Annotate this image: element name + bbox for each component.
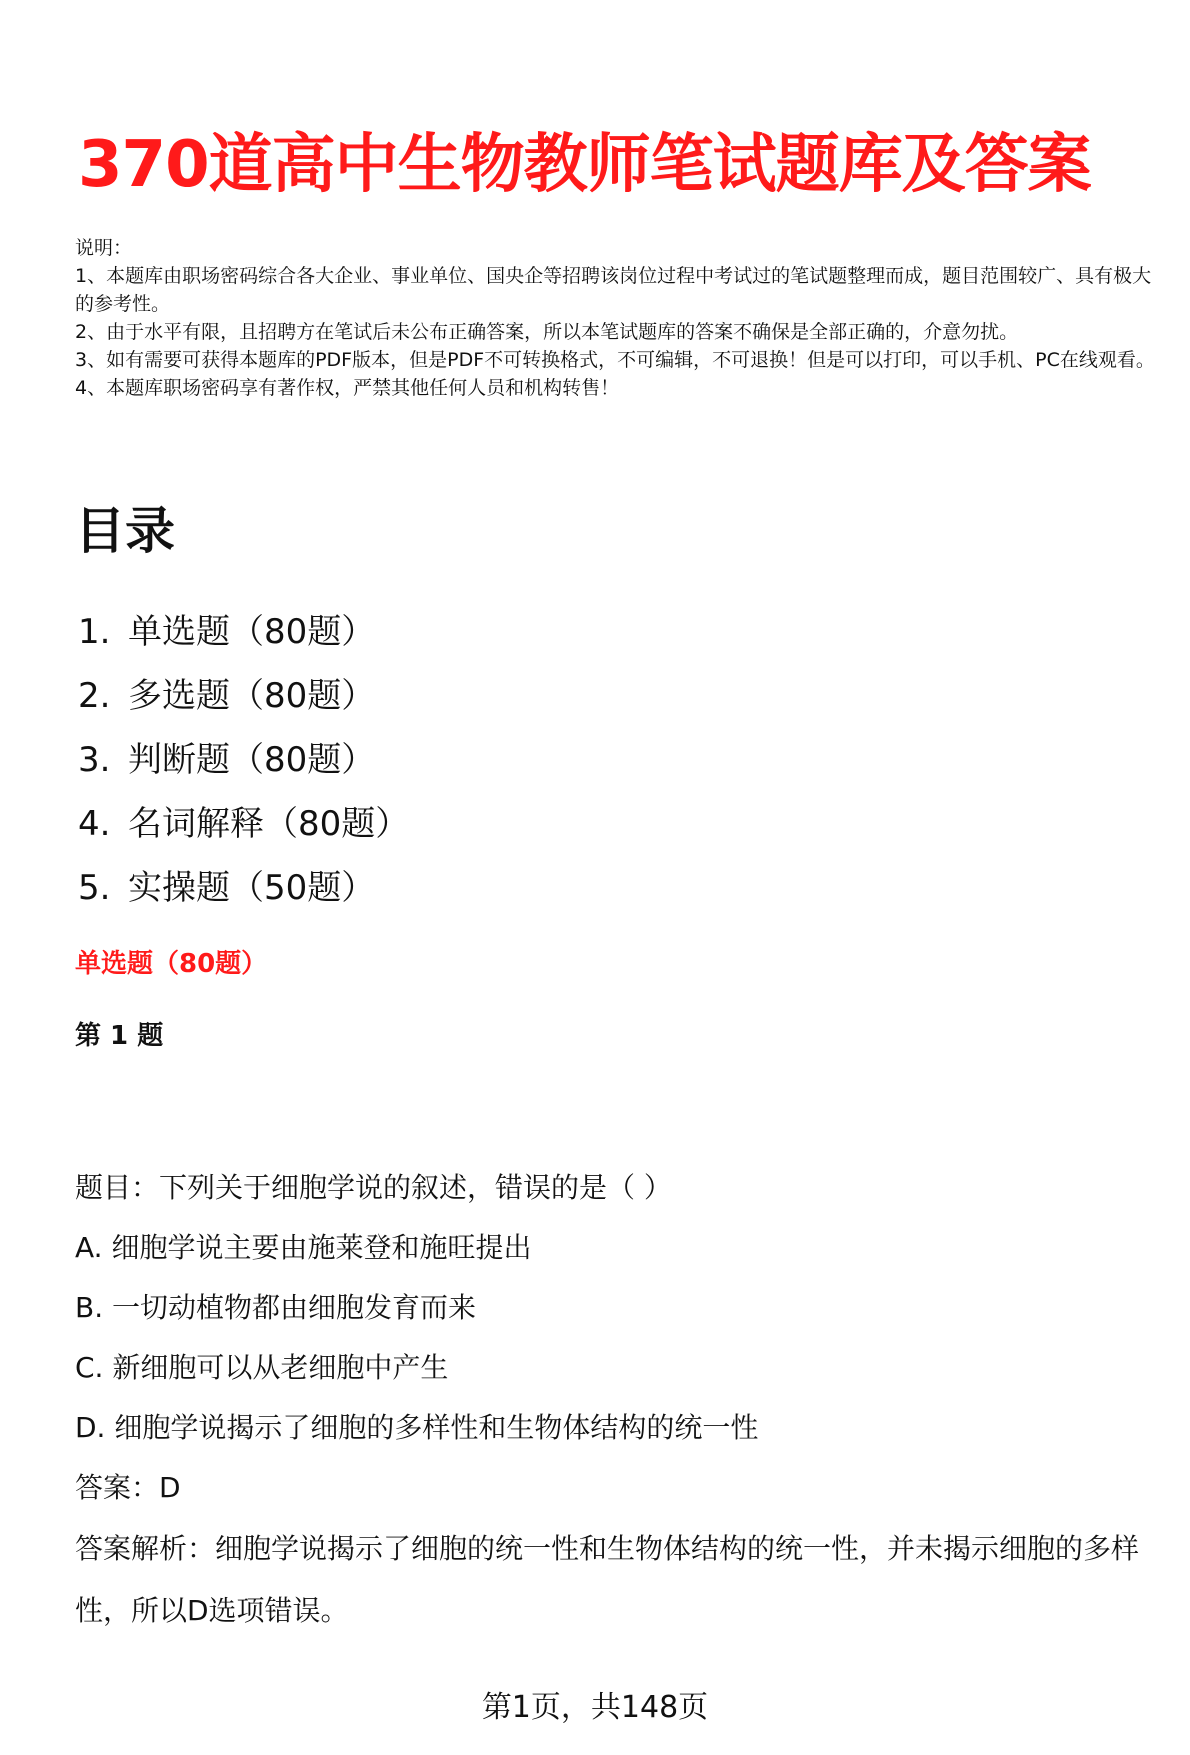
toc-item-label: 多选题（80题）: [128, 676, 376, 716]
notes-item: 3、如有需要可获得本题库的PDF版本，但是PDF不可转换格式，不可编辑，不可退换！但是可以打印，可以手机、PC在线观看。: [75, 349, 1155, 371]
toc-item-practical[interactable]: [78, 856, 778, 920]
document-title: 370道高中生物教师笔试题库及答案: [78, 128, 1091, 202]
table-of-contents: [78, 600, 778, 920]
question-block: [75, 1158, 1165, 1642]
notes-block: [75, 234, 1165, 402]
toc-item-number: 3.: [78, 740, 111, 780]
option-a: A. 细胞学说主要由施莱登和施旺提出: [75, 1231, 532, 1264]
toc-item-label: 判断题（80题）: [128, 740, 376, 780]
toc-item-label: 名词解释（80题）: [128, 804, 410, 844]
answer-explanation: 答案解析：细胞学说揭示了细胞的统一性和生物体结构的统一性，并未揭示细胞的多样性，所以D选项错误。: [75, 1532, 1140, 1627]
toc-item-number: 5.: [78, 868, 111, 908]
toc-item-number: 4.: [78, 804, 111, 844]
toc-item-multiple-choice[interactable]: [78, 664, 778, 728]
page-footer: 第1页，共148页: [481, 1690, 709, 1725]
notes-item: 1、本题库由职场密码综合各大企业、事业单位、国央企等招聘该岗位过程中考试过的笔试题整理而成，题目范围较广、具有极大的参考性。: [75, 265, 1152, 315]
notes-item: 2、由于水平有限，且招聘方在笔试后未公布正确答案，所以本笔试题库的答案不确保是全部正确的，介意勿扰。: [75, 321, 1019, 343]
question-number: 第 1 题: [75, 1021, 164, 1051]
section-heading: 单选题（80题）: [75, 949, 268, 979]
toc-item-number: 2.: [78, 676, 111, 716]
toc-item-term-explanation[interactable]: [78, 792, 778, 856]
notes-item: 4、本题库职场密码享有著作权，严禁其他任何人员和机构转售！: [75, 377, 620, 399]
toc-item-true-false[interactable]: [78, 728, 778, 792]
toc-item-label: 单选题（80题）: [128, 612, 376, 652]
question-stem: 题目：下列关于细胞学说的叙述，错误的是（ ）: [75, 1171, 672, 1204]
option-d: D. 细胞学说揭示了细胞的多样性和生物体结构的统一性: [75, 1411, 759, 1444]
toc-item-label: 实操题（50题）: [128, 868, 376, 908]
notes-label: 说明：: [75, 237, 133, 259]
answer: 答案：D: [75, 1471, 181, 1504]
toc-item-single-choice[interactable]: [78, 600, 778, 664]
option-c: C. 新细胞可以从老细胞中产生: [75, 1351, 449, 1384]
toc-heading: 目录: [75, 502, 175, 560]
option-b: B. 一切动植物都由细胞发育而来: [75, 1291, 477, 1324]
toc-item-number: 1.: [78, 612, 111, 652]
